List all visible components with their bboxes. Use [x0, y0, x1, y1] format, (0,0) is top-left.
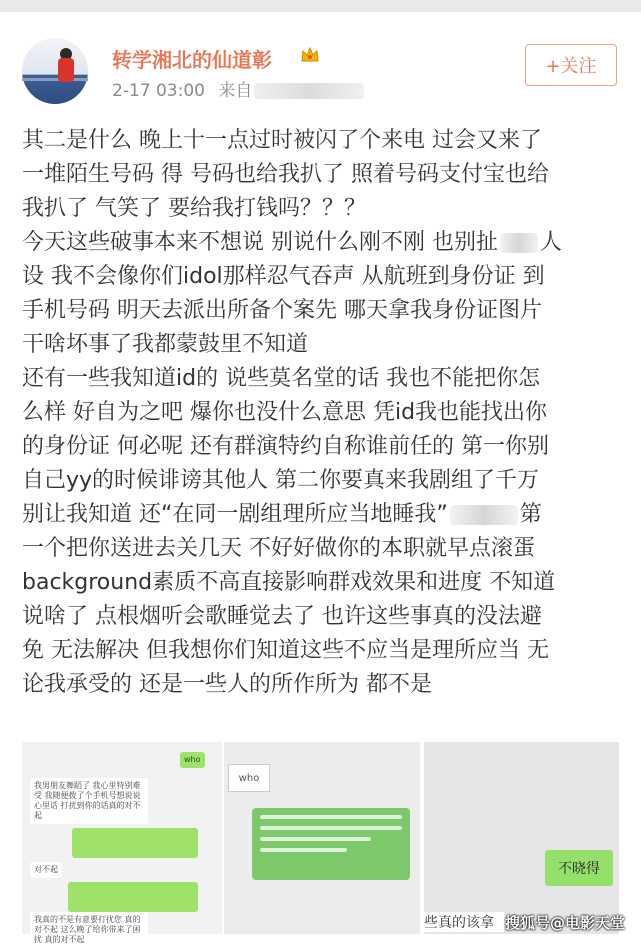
body-line	[22, 226, 622, 260]
post-meta	[112, 76, 364, 101]
username[interactable]: 转学湘北的仙道彰	[112, 48, 272, 72]
chat-bubble-who: who	[180, 752, 205, 768]
crown-icon	[300, 46, 320, 64]
chat-bubble-redacted	[68, 882, 198, 912]
body-line-text: 人	[540, 230, 563, 255]
body-line-text: 第	[519, 502, 542, 527]
chat-bubble-who: who	[228, 764, 270, 792]
chat-bubble-redacted	[72, 828, 198, 858]
chat-bubble: 我男朋友舞蹈了 我心里特别难受 我随便拨了个手机号想说说心里话 打扰到你的话真的对不起	[30, 778, 148, 824]
body-line: 还有一些我知道id的 说些莫名堂的话 我也不能把你怎	[22, 366, 541, 391]
chat-bubble: 我真的不是有意要打扰您 真的对不起 这么晚了给你带来了困扰 真的对不起	[30, 912, 148, 948]
watermark: 搜狐号@电影天堂	[505, 914, 626, 932]
body-line: 我扒了 气笑了 要给我打钱吗？？？	[22, 196, 366, 221]
post-source-prefix: 来自	[218, 81, 253, 101]
body-line: 免 无法解决 但我想你们知道这些不应当是理所应当 无	[22, 638, 549, 663]
post-image-1[interactable]	[22, 742, 222, 944]
avatar[interactable]	[22, 38, 88, 104]
body-line: 其二是什么 晚上十一点过时被闪了个来电 过会又来了	[22, 128, 542, 153]
body-line: 论我承受的 还是一些人的所作所为 都不是	[22, 672, 432, 697]
redacted-text	[450, 505, 518, 525]
body-line: 一个把你送进去关几天 不好好做你的本职就早点滚蛋	[22, 536, 535, 561]
chat-bubble-redacted	[252, 808, 410, 880]
post-body	[22, 124, 622, 702]
image-caption: 些真的该拿	[424, 912, 504, 932]
body-line: 设 我不会像你们idol那样忍气吞声 从航班到身份证 到	[22, 264, 545, 289]
post-time: 2-17 03:00	[112, 81, 205, 101]
follow-button[interactable]: +关注	[525, 44, 617, 86]
redacted-text	[500, 233, 538, 253]
body-line: 手机号码 明天去派出所备个案先 哪天拿我身份证图片	[22, 298, 542, 323]
avatar-rail	[22, 78, 88, 81]
body-line: 的身份证 何必呢 还有群演特约自称谁前任的 第一你别	[22, 434, 549, 459]
avatar-figure	[58, 58, 74, 82]
body-line	[22, 498, 622, 532]
body-line: 自己yy的时候诽谤其他人 第二你要真来我剧组了千万	[22, 468, 540, 493]
post-image-3[interactable]	[424, 742, 619, 934]
body-line: 说啥了 点根烟听会歌睡觉去了 也许这些事真的没法避	[22, 604, 542, 629]
body-line: background素质不高直接影响群戏效果和进度 不知道	[22, 570, 556, 595]
body-line-text: 今天这些破事本来不想说 别说什么刚不刚 也别扯	[22, 230, 498, 255]
body-line: 干啥坏事了我都蒙鼓里不知道	[22, 332, 309, 357]
chat-bubble: 不晓得	[545, 850, 613, 886]
body-line-text: 别让我知道 还“在同一剧组理所应当地睡我”	[22, 502, 448, 527]
chat-bubble: 对不起	[30, 862, 62, 878]
top-strip	[0, 0, 641, 12]
body-line: 么样 好自为之吧 爆你也没什么意思 凭id我也能找出你	[22, 400, 548, 425]
source-redacted	[254, 83, 364, 99]
body-line: 一堆陌生号码 得 号码也给我扒了 照着号码支付宝也给	[22, 162, 549, 187]
